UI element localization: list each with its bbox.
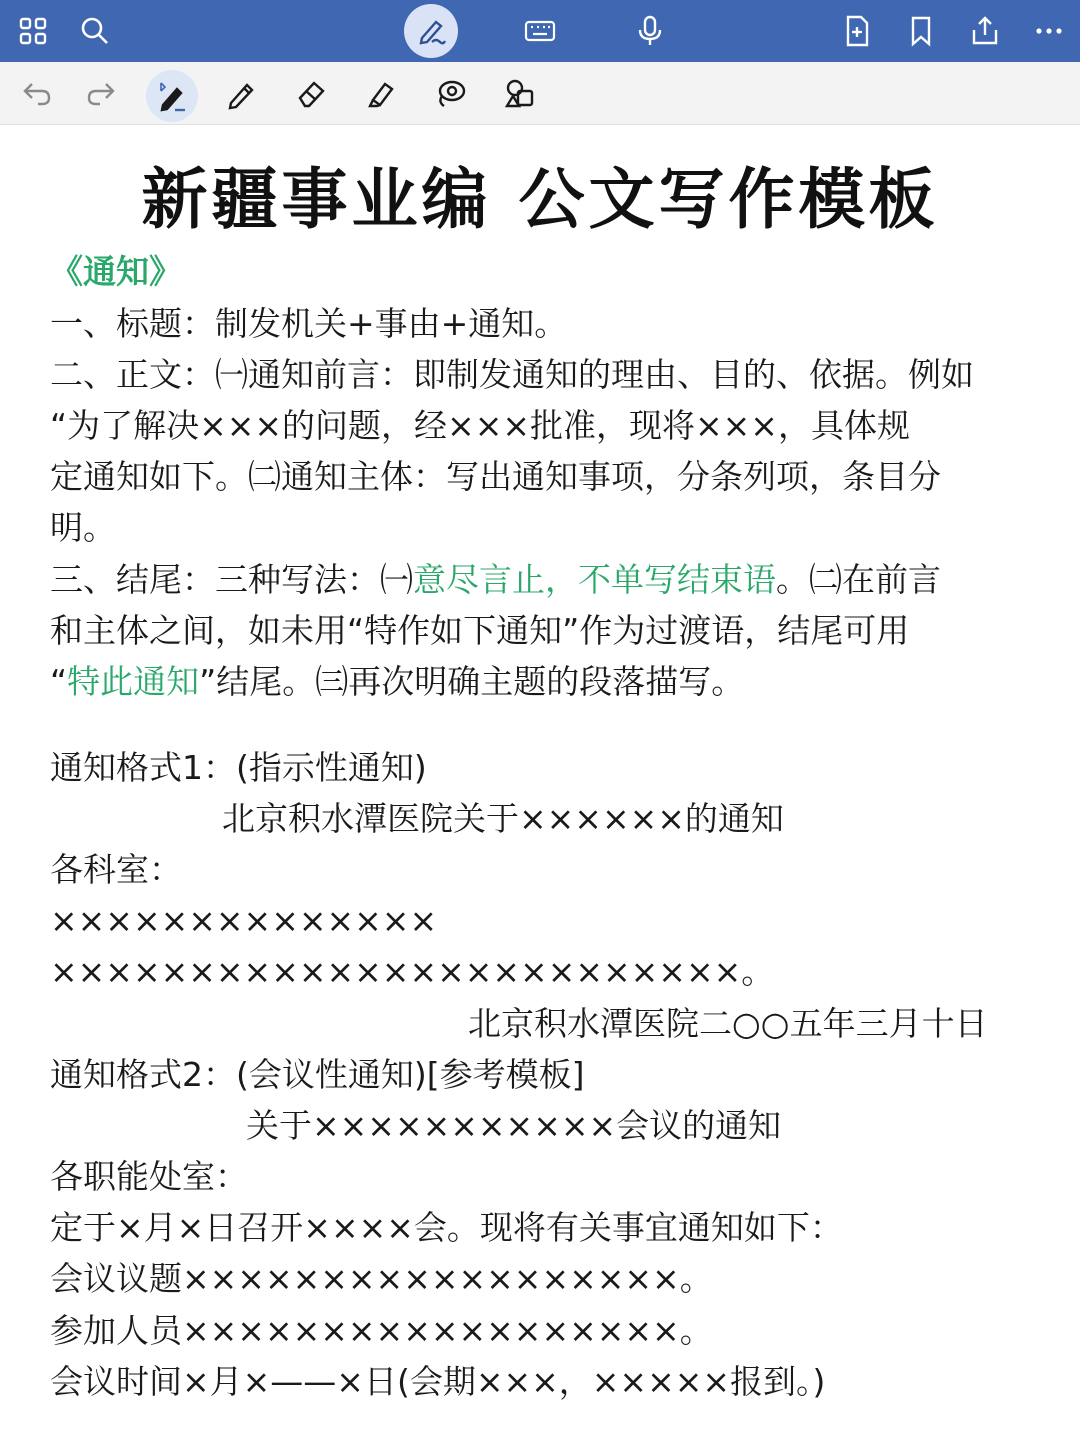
text-line: 明。 xyxy=(50,508,116,547)
format2-heading: 通知格式2：(会议性通知)[参考模板] xyxy=(50,1055,585,1094)
text-line: 定通知如下。㈡通知主体：写出通知事项，分条列项，条目分 xyxy=(50,457,941,496)
text-segment: “ xyxy=(50,662,68,701)
pencil-icon[interactable] xyxy=(218,70,264,116)
text-line: 一、标题：制发机关+事由+通知。 xyxy=(50,304,568,343)
format2-body: 会议时间×月×——×日(会期×××，×××××报到。) xyxy=(50,1362,826,1401)
text-line: 二、正文：㈠通知前言：即制发通知的理由、目的、依据。例如 xyxy=(50,355,974,394)
lasso-icon[interactable] xyxy=(428,70,474,116)
text-segment: 。㈡在前言 xyxy=(776,560,941,599)
redo-icon[interactable] xyxy=(78,70,124,116)
format1-title: 北京积水潭医院关于××××××的通知 xyxy=(222,799,784,838)
microphone-icon[interactable] xyxy=(625,6,675,56)
format1-heading: 通知格式1：(指示性通知) xyxy=(50,748,427,787)
eraser-icon[interactable] xyxy=(288,70,334,116)
add-page-icon[interactable] xyxy=(832,6,882,56)
text-line: 和主体之间，如未用“特作如下通知”作为过渡语，结尾可用 xyxy=(50,611,910,650)
grid-icon[interactable] xyxy=(8,6,58,56)
text-line xyxy=(50,662,744,702)
format2-body: 定于×月×日召开××××会。现将有关事宜通知如下： xyxy=(50,1208,843,1247)
pen-mode-icon[interactable] xyxy=(404,4,458,58)
section-heading: 《通知》 xyxy=(50,252,182,291)
text-line xyxy=(50,560,941,600)
highlighter-icon[interactable] xyxy=(358,70,404,116)
share-icon[interactable] xyxy=(960,6,1010,56)
format2-body: 参加人员××××××××××××××××××。 xyxy=(50,1311,713,1350)
format2-recipient: 各职能处室： xyxy=(50,1157,248,1196)
format1-body: ×××××××××××××××××××××××××。 xyxy=(50,952,775,991)
format1-body: ×××××××××××××× xyxy=(50,901,438,940)
highlighted-text: 意尽言止，不单写结束语 xyxy=(413,560,776,599)
text-segment: ”结尾。㈢再次明确主题的段落描写。 xyxy=(199,662,745,701)
keyboard-icon[interactable] xyxy=(515,6,565,56)
format1-recipient: 各科室： xyxy=(50,850,182,889)
format2-body: 会议议题××××××××××××××××××。 xyxy=(50,1259,713,1298)
text-segment: 三、结尾：三种写法：㈠ xyxy=(50,560,413,599)
bookmark-icon[interactable] xyxy=(896,6,946,56)
highlighted-text: 特此通知 xyxy=(67,662,200,701)
format2-title: 关于×××××××××××会议的通知 xyxy=(246,1106,782,1145)
format1-signature: 北京积水潭医院二○○五年三月十日 xyxy=(468,1004,988,1043)
bluetooth-pen-icon[interactable] xyxy=(149,73,195,119)
text-line: “为了解决×××的问题，经×××批准，现将×××，具体规 xyxy=(50,406,910,445)
search-icon[interactable] xyxy=(70,6,120,56)
undo-icon[interactable] xyxy=(14,70,60,116)
shapes-icon[interactable] xyxy=(497,70,543,116)
more-icon[interactable] xyxy=(1024,6,1074,56)
top-app-bar xyxy=(0,0,1080,62)
document-title: 新疆事业编 公文写作模板 xyxy=(141,161,939,238)
